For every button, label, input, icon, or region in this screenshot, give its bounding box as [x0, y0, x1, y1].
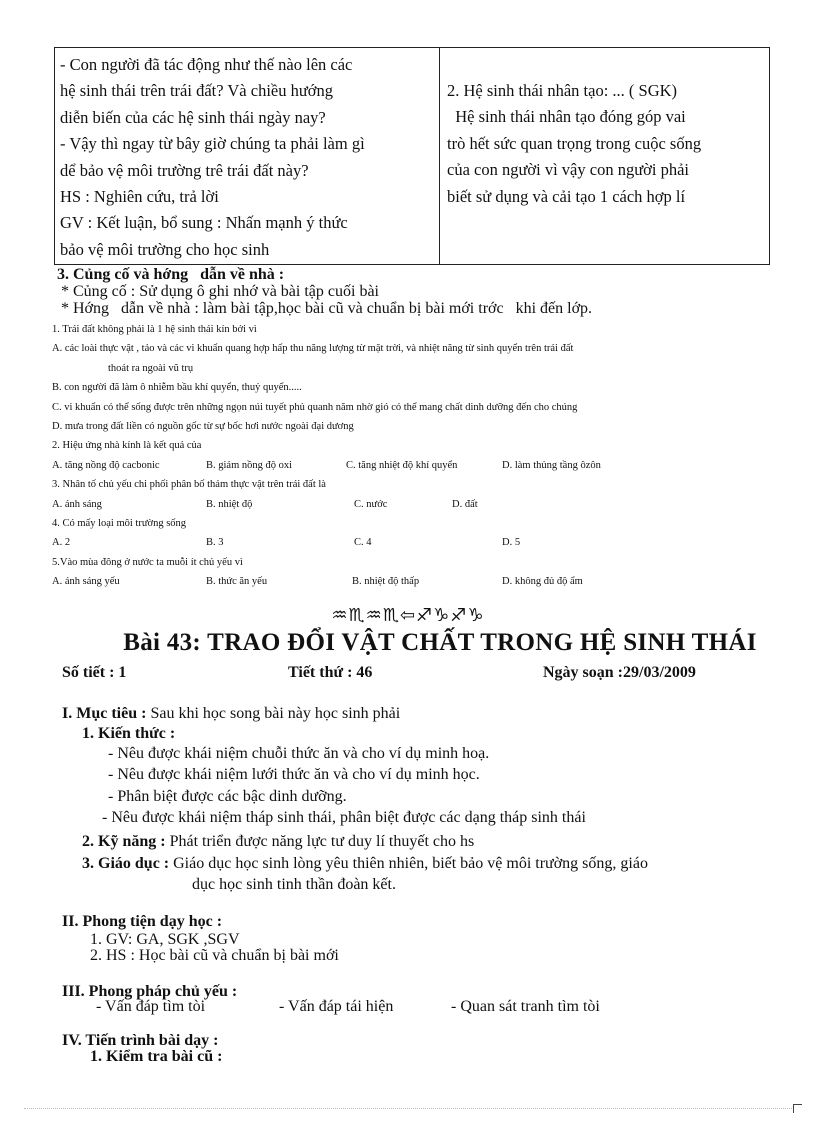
table-left-line: HS : Nghiên cứu, trả lời: [60, 187, 219, 207]
method-item: - Vấn đáp tái hiện: [279, 998, 394, 1015]
option-c: B. nhiệt độ thấp: [352, 576, 420, 588]
option-b: B. 3: [206, 537, 224, 549]
question-3: 3. Nhân tố chủ yếu chi phối phân bố thảm thực vật trên trái đất là: [52, 479, 326, 491]
option-a: A. ánh sáng yếu: [52, 576, 120, 588]
knowledge-item: - Nêu được khái niệm tháp sinh thái, phân biệt được các dạng tháp sinh thái: [102, 809, 586, 826]
education-text-cont: dục học sinh tinh thần đoàn kết.: [192, 876, 396, 893]
option-a: A. 2: [52, 537, 71, 549]
education-text: Giáo dục học sinh lòng yêu thiên nhiên, biết bảo vệ môi trường sống, giáo: [173, 855, 648, 872]
question-1-option-d: D. mưa trong đất liền có nguồn gốc từ sự bốc hơi nước ngoài đại dương: [52, 421, 354, 433]
skills-line: [82, 832, 474, 852]
method-item: - Vấn đáp tìm tòi: [96, 998, 206, 1015]
method-item: - Quan sát tranh tìm tòi: [451, 998, 600, 1015]
table-right-line: Hệ sinh thái nhân tạo đóng góp vai: [447, 107, 686, 127]
table-right-cell: [440, 48, 769, 264]
question-1-option-b: B. con người đã làm ô nhiễm bầu khí quyển, thuỷ quyển.....: [52, 382, 302, 394]
option-d: D. 5: [502, 537, 521, 549]
question-5: 5.Vào mùa đông ở nước ta muỗi ít chủ yếu vì: [52, 556, 243, 568]
periods-count: Số tiết : 1: [62, 664, 127, 681]
skills-heading: 2. Kỹ năng :: [82, 833, 166, 850]
question-1-option-c: C. vi khuẩn có thể sống được trên những ngọn núi tuyết phủ quanh năm nhờ gió có thể mang chất dinh dưỡng đến cho chúng: [52, 401, 578, 413]
knowledge-item: - Phân biệt được các bậc dinh dưỡng.: [108, 788, 347, 805]
knowledge-item: - Nêu được khái niệm lưới thức ăn và cho ví dụ minh học.: [108, 766, 480, 783]
table-right-line: biết sử dụng và cải tạo 1 cách hợp lí: [447, 186, 686, 206]
objectives-heading: I. Mục tiêu :: [62, 705, 147, 722]
table-left-line: - Con người đã tác động như thế nào lên các: [60, 55, 353, 74]
option-b: B. nhiệt độ: [206, 498, 253, 510]
option-c: C. nước: [354, 498, 388, 510]
option-b: B. thức ăn yếu: [206, 576, 268, 588]
table-left-line: hệ sinh thái trên trái đất? Và chiều hướng: [60, 81, 334, 101]
table-right-line: của con người vì vậy con người phải: [447, 160, 689, 180]
table-left-line: GV : Kết luận, bổ sung : Nhấn mạnh ý thức: [60, 213, 348, 233]
question-5-options: [52, 572, 772, 591]
means-hs: 2. HS : Học bài cũ và chuẩn bị bài mới: [90, 947, 339, 964]
question-1-option-a-cont: thoát ra ngoài vũ trụ: [108, 362, 194, 374]
question-1-option-a: A. các loài thực vật , tảo và các vi khuẩn quang hợp hấp thu năng lượng từ mặt trời, và nhiệt năng từ sinh quyển trên trái đất: [52, 343, 574, 355]
table-left-line: bảo vệ môi trường cho học sinh: [60, 239, 270, 259]
knowledge-item: - Nêu được khái niệm chuỗi thức ăn và cho ví dụ minh hoạ.: [108, 745, 490, 762]
table-left-cell: [55, 48, 440, 264]
process-heading: IV. Tiến trình bài dạy :: [62, 1032, 219, 1049]
means-heading: II. Phong tiện dạy học :: [62, 913, 223, 930]
option-d: D. làm thủng tầng ôzôn: [502, 459, 601, 471]
quiz-section: [52, 320, 772, 592]
period-number: Tiết thứ : 46: [288, 664, 373, 681]
option-a: A. ánh sáng: [52, 498, 102, 510]
option-b: B. giảm nồng độ oxi: [206, 459, 293, 471]
table-left-line: - Vậy thì ngay từ bây giờ chúng ta phải làm gì: [60, 134, 365, 154]
question-4-options: [52, 533, 772, 552]
homework-line: * Hớng dẫn về nhà : làm bài tập,học bài cũ và chuẩn bị bài mới trớc khi đến lớp.: [57, 300, 593, 317]
methods-heading: III. Phong pháp chủ yếu :: [62, 983, 238, 1000]
objectives-intro: Sau khi học song bài này học sinh phải: [146, 705, 401, 722]
education-line: [82, 854, 648, 874]
option-c: C. 4: [354, 537, 372, 549]
question-2-options: [52, 456, 772, 475]
question-1: 1. Trái đất không phải là 1 hệ sinh thái kín bởi vì: [52, 324, 257, 335]
option-d: D. đất: [452, 498, 478, 510]
page-corner-mark: [793, 1104, 802, 1113]
option-d: D. không đủ độ ẩm: [502, 576, 583, 588]
education-heading: 3. Giáo dục :: [82, 855, 170, 872]
knowledge-heading: 1. Kiến thức :: [82, 725, 176, 742]
objectives-line: [62, 704, 400, 724]
means-gv: 1. GV: GA, SGK ,SGV: [90, 931, 240, 948]
process-step-1: 1. Kiểm tra bài cũ :: [90, 1048, 223, 1065]
prepared-date: Ngày soạn :29/03/2009: [543, 664, 696, 681]
lesson-title: Bài 43: TRAO ĐỔI VẬT CHẤT TRONG HỆ SINH THÁI: [123, 629, 757, 656]
page-bottom-rule: [24, 1108, 792, 1109]
question-3-options: [52, 495, 772, 514]
consolidation-heading: 3. Củng cố và hớng dẫn về nhà :: [57, 266, 285, 283]
table-right-line: trò hết sức quan trọng trong cuộc sống: [447, 133, 702, 153]
question-2: 2. Hiệu ứng nhà kính là kết quả của: [52, 440, 202, 452]
skills-text: Phát triển được năng lực tư duy lí thuyết cho hs: [169, 833, 475, 850]
question-4: 4. Có mấy loại môi trường sống: [52, 518, 187, 530]
table-left-line: diễn biến của các hệ sinh thái ngày nay?: [60, 107, 326, 127]
table-left-line: dể bảo vệ môi trường trê trái đất này?: [60, 160, 309, 180]
table-right-line: 2. Hệ sinh thái nhân tạo: ... ( SGK): [447, 81, 678, 100]
discussion-table: [54, 47, 770, 265]
option-c: C. tăng nhiệt độ khí quyển: [346, 459, 458, 471]
ornament-divider: ♒♏♒♏⇦♐♑♐♑: [331, 605, 485, 626]
option-a: A. tăng nồng độ cacbonic: [52, 459, 160, 471]
consolidation-section: [57, 266, 592, 317]
consolidation-line: * Củng cố : Sử dụng ô ghi nhớ và bài tập cuối bài: [57, 283, 379, 300]
